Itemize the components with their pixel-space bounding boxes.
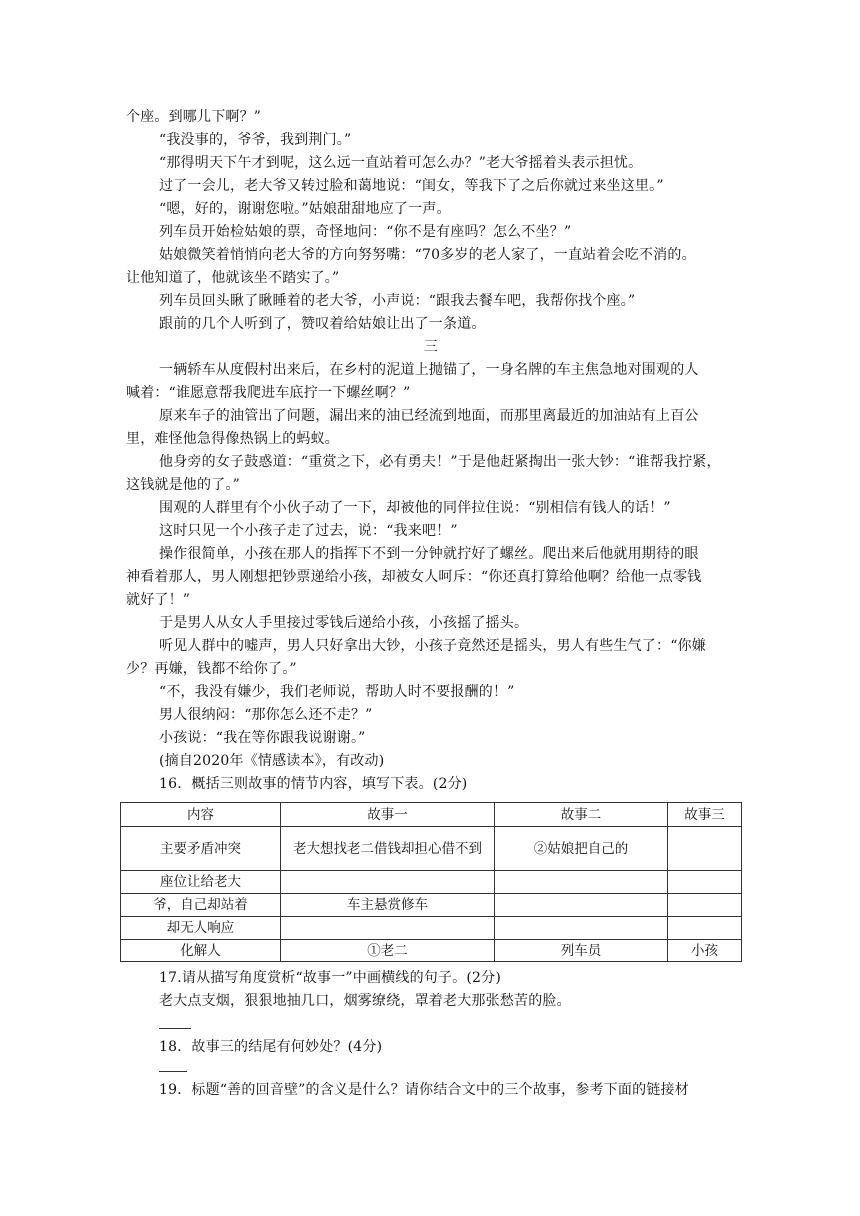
table-row bbox=[121, 940, 742, 962]
text-line: 列车员开始检姑娘的票，奇怪地问：“你不是有座吗？怎么不坐？” bbox=[159, 224, 572, 240]
text-line: 列车员回头瞅了瞅睡着的老大爷，小声说：“跟我去餐车吧，我帮你找个座。” bbox=[159, 293, 636, 309]
text-line: 一辆轿车从度假村出来后，在乡村的泥道上抛锚了，一身名牌的车主焦急地对围观的人 bbox=[159, 362, 699, 378]
table-cell: 老大想找老二借钱却担心借不到 bbox=[281, 827, 495, 871]
table-cell: 车主悬赏修车 bbox=[281, 894, 495, 917]
text-line: 16．概括三则故事的情节内容，填写下表。(2分) bbox=[159, 776, 468, 792]
text-line: 18．故事三的结尾有何妙处？(4分) bbox=[159, 1039, 383, 1055]
answer-blank-cell[interactable] bbox=[495, 871, 668, 894]
text-line: 男人很纳闷：“那你怎么还不走？” bbox=[159, 707, 373, 723]
text-line: 老大点支烟，狠狠地抽几口，烟雾缭绕，罩着老大那张愁苦的脸。 bbox=[159, 993, 571, 1009]
table-cell: 列车员 bbox=[495, 940, 668, 962]
text-line: 就好了！” bbox=[126, 592, 191, 608]
table-cell: ②姑娘把自己的 bbox=[495, 827, 668, 871]
table-header-row bbox=[121, 803, 742, 827]
text-line: 里，难怪他急得像热锅上的蚂蚁。 bbox=[126, 431, 339, 447]
table-cell: 主要矛盾冲突 bbox=[121, 827, 281, 871]
table-header-cell: 故事二 bbox=[495, 803, 668, 827]
table-cell: 却无人响应 bbox=[121, 917, 281, 940]
table-row bbox=[121, 894, 742, 917]
text-line: 跟前的几个人听到了，赞叹着给姑娘让出了一条道。 bbox=[159, 316, 486, 332]
table-header-cell: 内容 bbox=[121, 803, 281, 827]
text-line: 他身旁的女子鼓惑道：“重赏之下，必有勇夫！”于是他赶紧掏出一张大钞：“谁帮我拧紧， bbox=[159, 454, 721, 470]
text-line: 17.请从描写角度赏析“故事一”中画横线的句子。(2分) bbox=[159, 970, 502, 986]
answer-blank-cell[interactable] bbox=[668, 827, 742, 871]
table-row bbox=[121, 871, 742, 894]
table-header-cell: 故事一 bbox=[281, 803, 495, 827]
text-line: 喊着：“谁愿意帮我爬进车底拧一下螺丝啊？” bbox=[126, 385, 411, 401]
text-line: 少？再嫌，钱都不给你了。” bbox=[126, 661, 297, 677]
answer-blank-cell[interactable] bbox=[668, 917, 742, 940]
text-line: 个座。到哪儿下啊？” bbox=[126, 109, 262, 125]
text-line: 19．标题“善的回音壁”的含义是什么？请你结合文中的三个故事，参考下面的链接材 bbox=[159, 1082, 689, 1098]
text-line: “那得明天下午才到呢，这么远一直站着可怎么办？”老大爷摇着头表示担忧。 bbox=[159, 155, 643, 171]
section-heading-three: 三 bbox=[423, 339, 439, 355]
table-cell: 爷，自己却站着 bbox=[121, 894, 281, 917]
plot-summary-table bbox=[120, 802, 742, 962]
text-line: 操作很简单，小孩在那人的指挥下不到一分钟就拧好了螺丝。爬出来后他就用期待的眼 bbox=[159, 546, 699, 562]
answer-blank-cell[interactable] bbox=[668, 871, 742, 894]
table-cell: ①老二 bbox=[281, 940, 495, 962]
answer-blank-cell[interactable] bbox=[281, 917, 495, 940]
text-line: 小孩说：“我在等你跟我说谢谢。” bbox=[159, 730, 366, 746]
answer-blank-cell[interactable] bbox=[668, 894, 742, 917]
text-line: (摘自2020年《情感读本》，有改动) bbox=[159, 753, 385, 769]
answer-blank-cell[interactable] bbox=[495, 917, 668, 940]
text-line: 于是男人从女人手里接过零钱后递给小孩，小孩摇了摇头。 bbox=[159, 615, 529, 631]
text-line: 让他知道了，他就该坐不踏实了。” bbox=[126, 270, 340, 286]
table-row bbox=[121, 827, 742, 871]
table-cell: 座位让给老大 bbox=[121, 871, 281, 894]
text-line: “嗯，好的，谢谢您啦。”姑娘甜甜地应了一声。 bbox=[159, 201, 451, 217]
table-cell: 小孩 bbox=[668, 940, 742, 962]
text-line: 听见人群中的嘘声，男人只好拿出大钞，小孩子竟然还是摇头，男人有些生气了：“你嫌 bbox=[159, 638, 706, 654]
text-line: 神看着那人，男人刚想把钞票递给小孩，却被女人呵斥：“你还真打算给他啊？给他一点零钱 bbox=[126, 569, 702, 585]
answer-blank-cell[interactable] bbox=[281, 871, 495, 894]
table-header-cell: 故事三 bbox=[668, 803, 742, 827]
text-line: 过了一会儿，老大爷又转过脸和蔼地说：“闺女，等我下了之后你就过来坐这里。” bbox=[159, 178, 664, 194]
table-row bbox=[121, 917, 742, 940]
answer-line-17[interactable] bbox=[159, 1028, 191, 1030]
text-line: 这钱就是他的了。” bbox=[126, 477, 240, 493]
answer-line-18[interactable] bbox=[159, 1071, 187, 1073]
text-line: 原来车子的油管出了问题，漏出来的油已经流到地面，而那里离最近的加油站有上百公 bbox=[159, 408, 699, 424]
text-line: 围观的人群里有个小伙子动了一下，却被他的同伴拉住说：“别相信有钱人的话！” bbox=[159, 500, 671, 516]
text-line: 姑娘微笑着悄悄向老大爷的方向努努嘴：“70多岁的老人家了，一直站着会吃不消的。 bbox=[159, 247, 696, 263]
text-line: 这时只见一个小孩子走了过去，说：“我来吧！” bbox=[159, 523, 458, 539]
table-cell: 化解人 bbox=[121, 940, 281, 962]
answer-blank-cell[interactable] bbox=[495, 894, 668, 917]
text-line: “不，我没有嫌少，我们老师说，帮助人时不要报酬的！” bbox=[159, 684, 515, 700]
text-line: “我没事的，爷爷，我到荆门。” bbox=[159, 132, 352, 148]
